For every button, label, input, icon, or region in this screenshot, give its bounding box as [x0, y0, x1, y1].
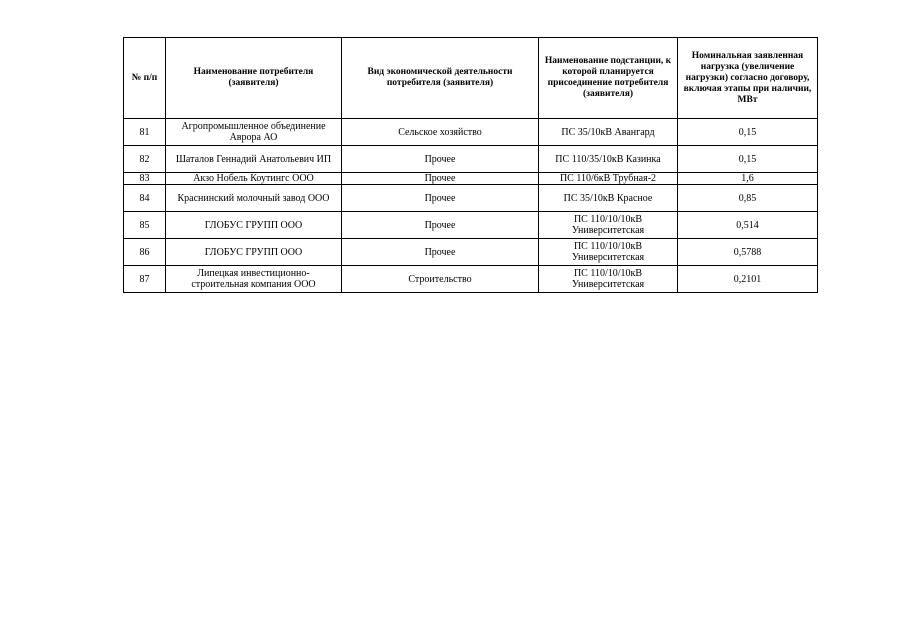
header-consumer-name: Наименование потребителя (заявителя) — [166, 38, 342, 119]
cell-number: 81 — [124, 119, 166, 146]
cell-nominal-load: 0,85 — [678, 185, 818, 212]
cell-consumer-name: Акзо Нобель Коутингс ООО — [166, 173, 342, 185]
table-row — [124, 119, 818, 146]
cell-economic-activity: Строительство — [342, 266, 539, 293]
cell-substation: ПС 35/10кВ Авангард — [539, 119, 678, 146]
table-row — [124, 146, 818, 173]
cell-number: 83 — [124, 173, 166, 185]
cell-number: 87 — [124, 266, 166, 293]
table-row — [124, 185, 818, 212]
table-row — [124, 173, 818, 185]
cell-number: 85 — [124, 212, 166, 239]
cell-economic-activity: Прочее — [342, 239, 539, 266]
cell-nominal-load: 0,514 — [678, 212, 818, 239]
consumers-table — [123, 37, 818, 293]
cell-consumer-name: ГЛОБУС ГРУПП ООО — [166, 239, 342, 266]
cell-economic-activity: Прочее — [342, 212, 539, 239]
cell-economic-activity: Прочее — [342, 173, 539, 185]
cell-number: 82 — [124, 146, 166, 173]
cell-nominal-load: 1,6 — [678, 173, 818, 185]
cell-economic-activity: Прочее — [342, 185, 539, 212]
table-row — [124, 239, 818, 266]
cell-substation: ПС 110/35/10кВ Казинка — [539, 146, 678, 173]
cell-nominal-load: 0,15 — [678, 119, 818, 146]
cell-substation: ПС 35/10кВ Красное — [539, 185, 678, 212]
cell-substation: ПС 110/6кВ Трубная-2 — [539, 173, 678, 185]
cell-consumer-name: Агропромышленное объединение Аврора АО — [166, 119, 342, 146]
cell-consumer-name: Краснинский молочный завод ООО — [166, 185, 342, 212]
table-header-row — [124, 38, 818, 119]
cell-substation: ПС 110/10/10кВ Университетская — [539, 212, 678, 239]
cell-nominal-load: 0,15 — [678, 146, 818, 173]
cell-number: 86 — [124, 239, 166, 266]
table-row — [124, 266, 818, 293]
header-economic-activity: Вид экономической деятельности потребителя (заявителя) — [342, 38, 539, 119]
header-number: № п/п — [124, 38, 166, 119]
cell-economic-activity: Сельское хозяйство — [342, 119, 539, 146]
header-nominal-load: Номинальная заявленная нагрузка (увеличение нагрузки) согласно договору, включая этапы при наличии, МВт — [678, 38, 818, 119]
cell-substation: ПС 110/10/10кВ Университетская — [539, 266, 678, 293]
cell-consumer-name: Шаталов Геннадий Анатольевич ИП — [166, 146, 342, 173]
cell-substation: ПС 110/10/10кВ Университетская — [539, 239, 678, 266]
cell-number: 84 — [124, 185, 166, 212]
header-substation: Наименование подстанции, к которой планируется присоединение потребителя (заявителя) — [539, 38, 678, 119]
table-row — [124, 212, 818, 239]
cell-consumer-name: ГЛОБУС ГРУПП ООО — [166, 212, 342, 239]
cell-nominal-load: 0,5788 — [678, 239, 818, 266]
cell-nominal-load: 0,2101 — [678, 266, 818, 293]
cell-economic-activity: Прочее — [342, 146, 539, 173]
cell-consumer-name: Липецкая инвестиционно-строительная компания ООО — [166, 266, 342, 293]
